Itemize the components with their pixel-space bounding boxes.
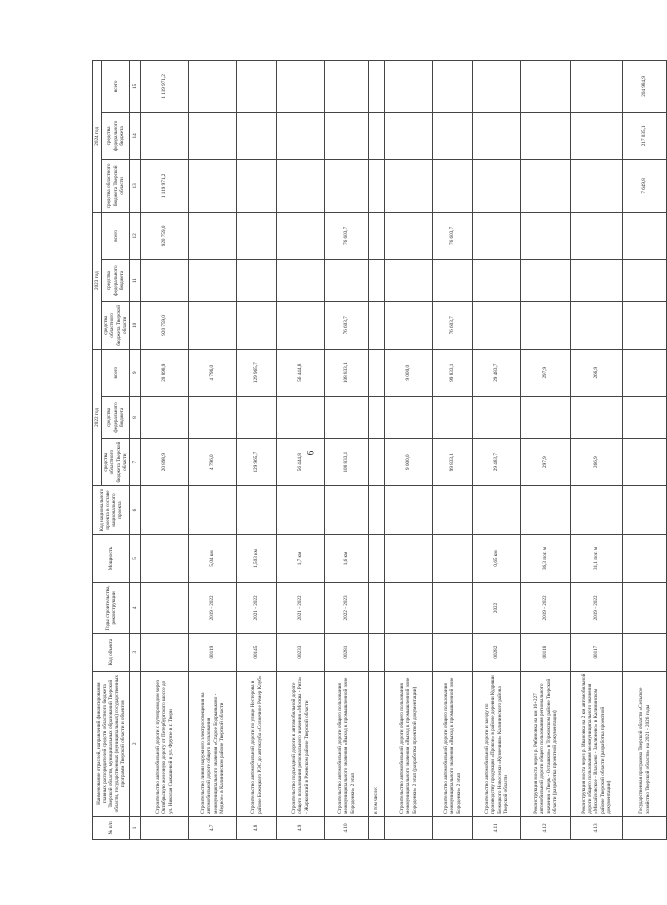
cell-r22: 108 833,1: [325, 438, 369, 485]
cell-project: [325, 486, 369, 534]
cell-t23: [473, 212, 521, 259]
table-row: [369, 61, 385, 840]
cell-r23: [277, 302, 325, 349]
cell-r23: [473, 302, 521, 349]
cell-code: [385, 633, 433, 671]
header-regional-2022: средства областного бюджета Тверской области: [102, 438, 130, 485]
cell-name: Государственная программа Тверской области «Сельское хозяйство Тверской области» на 2021 - 2026 годы: [623, 671, 667, 816]
header-regional-2023: средства областного бюджета Тверской области: [102, 302, 130, 349]
column-index-cell: 1: [130, 816, 141, 839]
cell-t22: 56 444,8: [277, 349, 325, 396]
cell-name: Строительство автомобильной дороги общего пользования межмуниципального значения «Выход к промышленной зоне Бороденки» 2 этап (разработка проектной документации): [385, 671, 433, 816]
cell-r23: [571, 302, 623, 349]
table-row: [433, 61, 473, 840]
cell-years: 2019 - 2022: [521, 583, 571, 634]
column-index-cell: 2: [130, 671, 141, 816]
table-row: [325, 61, 369, 840]
cell-r24: [237, 160, 277, 213]
cell-t23: [369, 212, 385, 259]
cell-r22: 20 898,9: [141, 438, 189, 485]
cell-f22: [189, 396, 237, 438]
cell-r22: 99 833,1: [433, 438, 473, 485]
table-row: [473, 61, 521, 840]
cell-r23: 76 603,7: [433, 302, 473, 349]
cell-f24: [521, 112, 571, 159]
header-year-2022: 2022 год: [93, 349, 102, 486]
cell-f22: [473, 396, 521, 438]
cell-t24: [369, 61, 385, 113]
cell-f24: 217 035,1: [623, 112, 667, 159]
cell-name: Строительство автомобильной дороги и заезду по производству продукции «Прокон» в районе деревни Кудряши Бежецкого Новоселки «Кузнечики» Калининского района Тверской области: [473, 671, 521, 816]
cell-f24: [571, 112, 623, 159]
cell-name: Строительство автомобильной дороги общего пользования межмуниципального значения «Выход к промышленной зоне Бороденки» 2 этап: [325, 671, 369, 816]
cell-f24: [385, 112, 433, 159]
cell-f24: [141, 112, 189, 159]
cell-r22: 9 000,0: [385, 438, 433, 485]
cell-t23: [189, 212, 237, 259]
table-row: [189, 61, 237, 840]
cell-name: в том числе:: [369, 671, 385, 816]
cell-f23: [277, 260, 325, 302]
page-number: 6: [305, 450, 316, 456]
cell-t22: 129 965,7: [237, 349, 277, 396]
cell-name: Реконструкция моста через р. Рябиновка на км 16+227 автомобильной дороги общего пользования регионального значения «Тверь - Осташков» в Торжокском районе Тверской области (разработка проектной документации): [521, 671, 571, 816]
cell-r23: [189, 302, 237, 349]
cell-t22: 29 483,7: [473, 349, 521, 396]
cell-f22: [623, 396, 667, 438]
cell-years: 2021 - 2022: [277, 583, 325, 634]
cell-code: 00118: [521, 633, 571, 671]
cell-f24: [325, 112, 369, 159]
header-total-2024: всего: [102, 61, 130, 113]
cell-f23: [521, 260, 571, 302]
cell-years: 2021 - 2022: [237, 583, 277, 634]
cell-t23: 76 603,7: [433, 212, 473, 259]
cell-code: 00119: [189, 633, 237, 671]
cell-r22: [369, 438, 385, 485]
cell-code: [369, 633, 385, 671]
cell-t23: [571, 212, 623, 259]
cell-f22: [141, 396, 189, 438]
cell-years: [141, 583, 189, 634]
cell-t23: 920 759,0: [141, 212, 189, 259]
cell-r24: [571, 160, 623, 213]
cell-power: 36,3 пог. м: [521, 534, 571, 582]
cell-r24: [473, 160, 521, 213]
cell-f24: [433, 112, 473, 159]
header-num: № п/п: [93, 816, 130, 839]
cell-t22: 20 898,9: [141, 349, 189, 396]
cell-power: 0,65 км: [473, 534, 521, 582]
cell-project: [473, 486, 521, 534]
cell-t23: [623, 212, 667, 259]
cell-r24: 1 119 971,2: [141, 160, 189, 213]
cell-f22: [521, 396, 571, 438]
cell-name: Строительство автомобильной дороги по улице Нестерова в районе Бежецкого РЭС до автоклуба «Солнечное Ремер Клуб»: [237, 671, 277, 816]
header-power: Мощность: [93, 534, 130, 582]
cell-code: 00145: [237, 633, 277, 671]
header-project: Код национального проекта в составе национального проекта: [93, 486, 130, 534]
column-index-cell: 14: [130, 112, 141, 159]
cell-years: 2019 - 2022: [189, 583, 237, 634]
cell-t22: 266,9: [571, 349, 623, 396]
cell-r23: 920 759,0: [141, 302, 189, 349]
cell-f22: [433, 396, 473, 438]
cell-num: 4.10: [325, 816, 369, 839]
cell-years: 2022 - 2023: [325, 583, 369, 634]
cell-r24: [433, 160, 473, 213]
table-row: [571, 61, 623, 840]
column-index-cell: 3: [130, 633, 141, 671]
cell-r23: 76 603,7: [325, 302, 369, 349]
cell-power: 1,6 км: [325, 534, 369, 582]
cell-f23: [189, 260, 237, 302]
table-row: [385, 61, 433, 840]
cell-f22: [325, 396, 369, 438]
cell-t24: [325, 61, 369, 113]
cell-num: 4.13: [571, 816, 623, 839]
cell-project: [141, 486, 189, 534]
table-body: [130, 61, 667, 840]
cell-t22: 99 833,1: [433, 349, 473, 396]
table-row: [623, 61, 667, 840]
cell-t23: [277, 212, 325, 259]
investment-table: [92, 60, 667, 840]
table-row: [141, 61, 189, 840]
cell-num: 4.9: [277, 816, 325, 839]
cell-code: [433, 633, 473, 671]
cell-num: [369, 816, 385, 839]
cell-t23: [385, 212, 433, 259]
cell-t24: [237, 61, 277, 113]
cell-code: 00281: [325, 633, 369, 671]
cell-f23: [571, 260, 623, 302]
rotated-table-container: [92, 60, 651, 840]
cell-t22: [369, 349, 385, 396]
cell-t22: 4 796,0: [189, 349, 237, 396]
cell-r24: [325, 160, 369, 213]
header-total-2023: всего: [102, 212, 130, 259]
cell-r24: [521, 160, 571, 213]
cell-power: [385, 534, 433, 582]
cell-years: [433, 583, 473, 634]
cell-power: [141, 534, 189, 582]
cell-r22: 29 483,7: [473, 438, 521, 485]
cell-num: [623, 816, 667, 839]
cell-num: 4.8: [237, 816, 277, 839]
cell-years: [369, 583, 385, 634]
column-index-cell: 12: [130, 212, 141, 259]
cell-r22: 129 965,7: [237, 438, 277, 485]
cell-f24: [277, 112, 325, 159]
cell-r23: [521, 302, 571, 349]
cell-f24: [189, 112, 237, 159]
cell-t24: [189, 61, 237, 113]
column-index-cell: 10: [130, 302, 141, 349]
cell-name: Строительство линии наружного электроосвещения на автомобильной дороге общего пользования межмуниципального значения «Старое Бодрыньково - Медное» в Калининском районе Тверской области: [189, 671, 237, 816]
cell-num: 4.12: [521, 816, 571, 839]
cell-code: [141, 633, 189, 671]
cell-t22: 108 833,1: [325, 349, 369, 396]
column-index-cell: 7: [130, 438, 141, 485]
cell-f23: [473, 260, 521, 302]
cell-r22: 56 444,8: [277, 438, 325, 485]
cell-r22: 4 796,0: [189, 438, 237, 485]
cell-num: [433, 816, 473, 839]
cell-t24: [571, 61, 623, 113]
column-index-cell: 9: [130, 349, 141, 396]
cell-power: [623, 534, 667, 582]
column-index-cell: 13: [130, 160, 141, 213]
cell-t24: [473, 61, 521, 113]
cell-num: [385, 816, 433, 839]
cell-f24: [369, 112, 385, 159]
cell-name: Строительство автомобильной дороги с путепроводом через Октябрьскую железную дорогу от Петербургского шоссе до ул. Николая Сыкашевой и ул. Фрунзе в г. Твери: [141, 671, 189, 816]
cell-r23: [385, 302, 433, 349]
cell-f22: [277, 396, 325, 438]
cell-power: 1,7 км: [277, 534, 325, 582]
column-index-cell: 6: [130, 486, 141, 534]
cell-code: 00233: [277, 633, 325, 671]
cell-t23: 76 603,7: [325, 212, 369, 259]
header-years: Годы строительства, реконструкции: [93, 583, 130, 634]
cell-f23: [325, 260, 369, 302]
cell-code: 00117: [571, 633, 623, 671]
cell-code: [623, 633, 667, 671]
cell-t24: 204 984,9: [623, 61, 667, 113]
header-code: Код объекта: [93, 633, 130, 671]
cell-num: 4.7: [189, 816, 237, 839]
header-name: Наименование отраслей, направлений финансирования главных распорядителей средств областного бюджета Тверской области, муниципальных образований Тверской области, государственных (муниципальных) государственных программ Тверской области и объектов: [93, 671, 130, 816]
cell-r24: 7 649,8: [623, 160, 667, 213]
cell-r24: [189, 160, 237, 213]
header-federal-2024: средства федерального бюджета: [102, 112, 130, 159]
cell-r22: 266,9: [571, 438, 623, 485]
column-index-cell: 5: [130, 534, 141, 582]
header-year-2023: 2023 год: [93, 212, 102, 349]
cell-r24: [277, 160, 325, 213]
table-row: [521, 61, 571, 840]
cell-code: 00282: [473, 633, 521, 671]
cell-f23: [237, 260, 277, 302]
cell-num: [141, 816, 189, 839]
cell-t23: [237, 212, 277, 259]
cell-project: [277, 486, 325, 534]
cell-project: [571, 486, 623, 534]
cell-t22: 9 000,0: [385, 349, 433, 396]
cell-f24: [473, 112, 521, 159]
cell-power: [369, 534, 385, 582]
cell-t24: [521, 61, 571, 113]
cell-r22: 297,9: [521, 438, 571, 485]
cell-power: 5,04 км: [189, 534, 237, 582]
cell-project: [521, 486, 571, 534]
header-year-2024: 2024 год: [93, 61, 102, 213]
cell-project: [623, 486, 667, 534]
cell-r23: [369, 302, 385, 349]
cell-power: 31,1 пог. м: [571, 534, 623, 582]
cell-t22: 297,9: [521, 349, 571, 396]
cell-t24: 1 119 971,2: [141, 61, 189, 113]
cell-name: Реконструкция моста через р. Ивановка на 2 км автомобильной дороги общего пользования межмуниципального значения «Михайловское - Власьево - Заклюнево» в Калининском районе Тверской области (разработка проектной документации): [571, 671, 623, 816]
header-regional-2024: средства областного бюджета Тверской области: [102, 160, 130, 213]
cell-num: 4.11: [473, 816, 521, 839]
cell-f23: [433, 260, 473, 302]
cell-f22: [571, 396, 623, 438]
cell-f23: [141, 260, 189, 302]
cell-t24: [277, 61, 325, 113]
cell-years: 2019 - 2022: [571, 583, 623, 634]
cell-f22: [237, 396, 277, 438]
cell-t24: [385, 61, 433, 113]
header-federal-2023: средства федерального бюджета: [102, 260, 130, 302]
cell-project: [385, 486, 433, 534]
cell-power: 1,503 км: [237, 534, 277, 582]
cell-r23: [623, 302, 667, 349]
cell-f23: [623, 260, 667, 302]
cell-years: [623, 583, 667, 634]
column-index-cell: 4: [130, 583, 141, 634]
cell-f24: [237, 112, 277, 159]
cell-r24: [369, 160, 385, 213]
cell-f22: [385, 396, 433, 438]
cell-power: [433, 534, 473, 582]
cell-r22: [623, 438, 667, 485]
column-index-cell: 11: [130, 260, 141, 302]
cell-r23: [237, 302, 277, 349]
cell-project: [237, 486, 277, 534]
cell-t24: [433, 61, 473, 113]
column-index-cell: 15: [130, 61, 141, 113]
cell-r24: [385, 160, 433, 213]
cell-project: [433, 486, 473, 534]
cell-name: Строительство подъездной дороги к автомобильной дороге общего пользования регионального значения «Москва - Рига» - Жарковский в Ржевском районе Тверской области: [277, 671, 325, 816]
cell-f23: [369, 260, 385, 302]
cell-f22: [369, 396, 385, 438]
cell-name: Строительство автомобильной дороги общего пользования межмуниципального значения «Выход к промышленной зоне Бороденки» 2 этап: [433, 671, 473, 816]
table-row: [237, 61, 277, 840]
cell-t23: [521, 212, 571, 259]
header-total-2022: всего: [102, 349, 130, 396]
cell-t22: [623, 349, 667, 396]
header-federal-2022: средства федерального бюджета: [102, 396, 130, 438]
table-row: [277, 61, 325, 840]
column-index-cell: 8: [130, 396, 141, 438]
cell-years: [385, 583, 433, 634]
cell-years: 2022: [473, 583, 521, 634]
cell-f23: [385, 260, 433, 302]
column-index-row: [130, 61, 141, 840]
cell-project: [369, 486, 385, 534]
cell-project: [189, 486, 237, 534]
